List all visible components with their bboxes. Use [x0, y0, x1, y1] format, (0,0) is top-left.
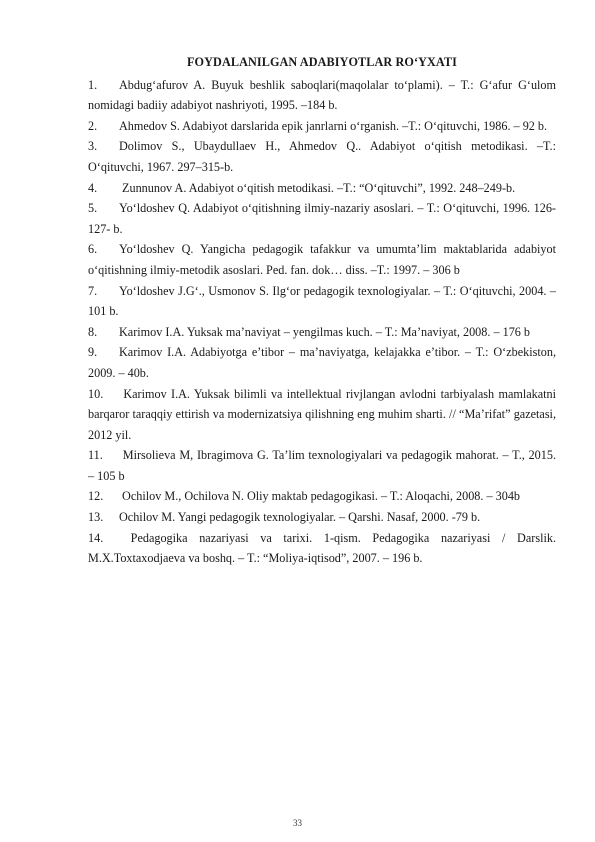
reference-number: 1.	[88, 77, 98, 92]
reference-text: Karimov I.A. Adabiyotga e’tibor – ma’naviyatga, kelajakka e’tibor. – T.: O‘zbekiston, 2009. – 40b.	[88, 345, 556, 380]
reference-number: 14.	[88, 530, 104, 545]
reference-item	[88, 281, 556, 322]
reference-item	[88, 136, 556, 177]
reference-text: Pedagogika nazariyasi va tarixi. 1-qism. Pedagogika nazariyasi / Darslik. M.X.Toxtaxodjaeva va boshq. – T.: “Moliya-iqtisod”, 2007. – 196 b.	[88, 530, 556, 566]
reference-text: Yo‘ldoshev Q. Yangicha pedagogik tafakkur va umumta’lim maktablarida adabiyot o‘qitishning ilmiy-metodik asoslari. Ped. fan. dok… diss. –T.: 1997. – 306 b	[88, 242, 556, 277]
reference-number: 5.	[88, 201, 98, 216]
reference-text: Ochilov M. Yangi pedagogik texnologiyalar. – Qarshi. Nasaf, 2000. -79 b.	[119, 510, 481, 525]
reference-item	[88, 342, 556, 383]
reference-number: 4.	[88, 180, 98, 195]
reference-text: Karimov I.A. Yuksak bilimli va intellektual rivjlangan avlodni tarbiyalash mamlakatni barqaror taraqqiy ettirish va modernizatsiya qilishning eng muhim sharti. // “Ma’rifat” gazetasi, 2012 yil.	[88, 386, 556, 442]
reference-number: 2.	[88, 118, 98, 133]
reference-text: Mirsolieva M, Ibragimova G. Ta’lim texnologiyalari va pedagogik mahorat. – T., 2015. – 105 b	[88, 448, 556, 483]
reference-text: Dolimov S., Ubaydullaev H., Ahmedov Q.. Adabiyot o‘qitish metodikasi. –T.: O‘qituvchi, 1967. 297–315-b.	[88, 139, 556, 174]
reference-number: 13.	[88, 510, 104, 525]
reference-item	[88, 384, 556, 446]
reference-item	[88, 507, 556, 528]
reference-number: 12.	[88, 489, 104, 504]
reference-text: Ochilov M., Ochilova N. Oliy maktab pedagogikasi. – T.: Aloqachi, 2008. – 304b	[119, 489, 521, 504]
reference-item	[88, 486, 556, 507]
reference-item	[88, 198, 556, 239]
reference-number: 11.	[88, 448, 103, 463]
reference-item	[88, 322, 556, 343]
reference-text: Ahmedov S. Adabiyot darslarida epik janrlarni o‘rganish. –T.: O‘qituvchi, 1986. – 92 b.	[119, 118, 548, 133]
reference-number: 8.	[88, 324, 98, 339]
reference-item	[88, 75, 556, 116]
reference-number: 10.	[88, 386, 104, 401]
reference-item	[88, 528, 556, 569]
reference-item	[88, 178, 556, 199]
reference-text: Zunnunov A. Adabiyot o‘qitish metodikasi. –T.: “O‘qituvchi”, 1992. 248–249-b.	[119, 180, 516, 195]
reference-item	[88, 239, 556, 280]
reference-text: Yo‘ldoshev Q. Adabiyot o‘qitishning ilmiy-nazariy asoslari. – T.: O‘qituvchi, 1996. 126-127- b.	[88, 201, 556, 236]
page-number: 33	[293, 818, 302, 828]
reference-text: Yo‘ldoshev J.G‘., Usmonov S. Ilg‘or pedagogik texnologiyalar. – T.: O‘qituvchi, 2004. – 101 b.	[88, 283, 556, 319]
reference-text: Abdug‘afurov A. Buyuk beshlik saboqlari(maqolalar to‘plami). – T.: G‘afur G‘ulom nomidagi badiiy adabiyot nashriyoti, 1995. –184 b.	[88, 77, 556, 113]
reference-number: 7.	[88, 283, 98, 298]
reference-text: Karimov I.A. Yuksak ma’naviyat – yengilmas kuch. – T.: Ma’naviyat, 2008. – 176 b	[119, 324, 531, 339]
reference-item	[88, 116, 556, 137]
reference-item	[88, 445, 556, 486]
reference-list	[88, 75, 556, 569]
page-title: FOYDALANILGAN ADABIYOTLAR RO‘YXATI	[187, 55, 457, 69]
document-page	[88, 52, 556, 569]
reference-number: 6.	[88, 242, 98, 257]
reference-number: 3.	[88, 139, 98, 154]
reference-number: 9.	[88, 345, 98, 360]
